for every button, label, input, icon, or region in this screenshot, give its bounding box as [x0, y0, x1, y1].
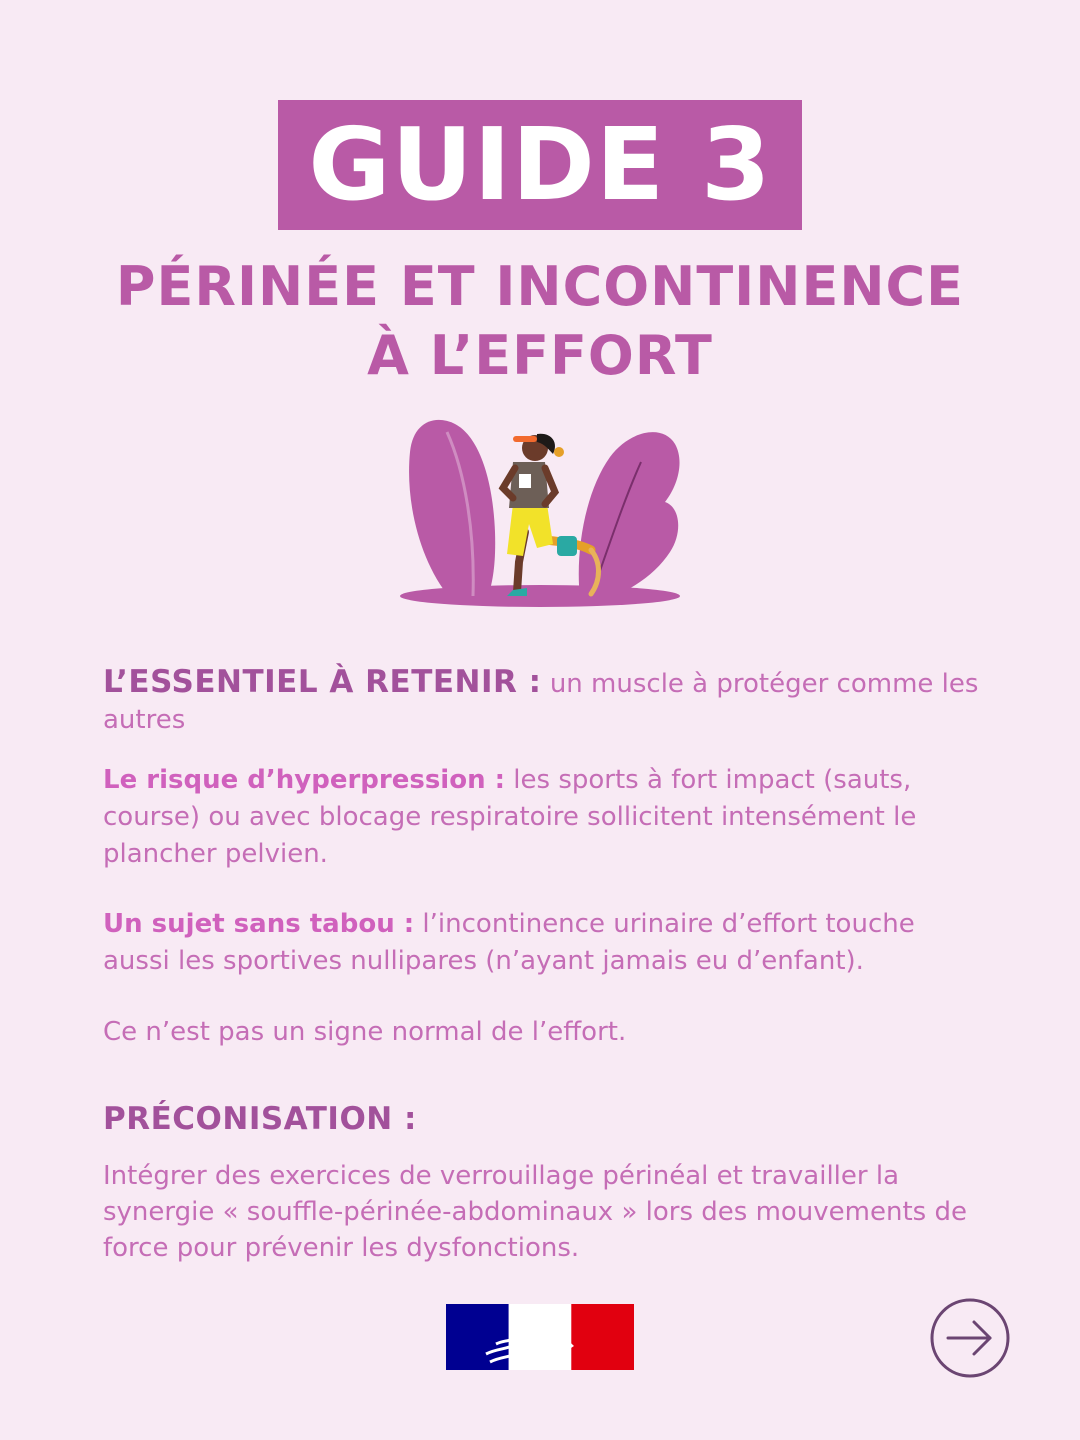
essential-block — [103, 664, 983, 738]
runner-woman-icon — [395, 412, 685, 612]
subtitle-line-1: PÉRINÉE ET INCONTINENCE — [115, 255, 965, 318]
essential-text: un muscle à protéger comme les autres — [103, 669, 979, 735]
arrow-right-circle-icon[interactable] — [928, 1296, 1012, 1380]
paragraph-text: les sports à fort impact (sauts, course) ou avec blocage respiratoire sollicitent intensément le plancher pelvien. — [103, 765, 917, 869]
paragraph-lead: Le risque d’hyperpression : — [103, 765, 506, 795]
paragraph-sans-tabou — [103, 906, 983, 980]
paragraph-lead: Un sujet sans tabou : — [103, 909, 415, 939]
paragraph-text: l’incontinence urinaire d’effort touche aussi les sportives nullipares (n’ayant jamais eu d’enfant). — [103, 909, 915, 976]
guide-subtitle — [60, 252, 1020, 390]
guide-badge-label: GUIDE 3 — [308, 106, 772, 223]
republique-francaise-logo — [446, 1304, 634, 1370]
paragraph-text: Ce n’est pas un signe normal de l’effort. — [103, 1017, 627, 1047]
paragraph-not-normal — [103, 1014, 983, 1051]
preconisation-text: Intégrer des exercices de verrouillage périnéal et travailler la synergie « souffle-périnée-abdominaux » lors des mouvements de force pour prévenir les dysfonctions. — [103, 1161, 967, 1263]
essential-heading: L’ESSENTIEL À RETENIR : — [103, 664, 542, 700]
preconisation-heading: PRÉCONISATION : — [103, 1101, 417, 1137]
paragraph-hyperpression — [103, 762, 983, 873]
subtitle-line-2: À L’EFFORT — [367, 324, 713, 387]
guide-badge — [278, 100, 802, 230]
